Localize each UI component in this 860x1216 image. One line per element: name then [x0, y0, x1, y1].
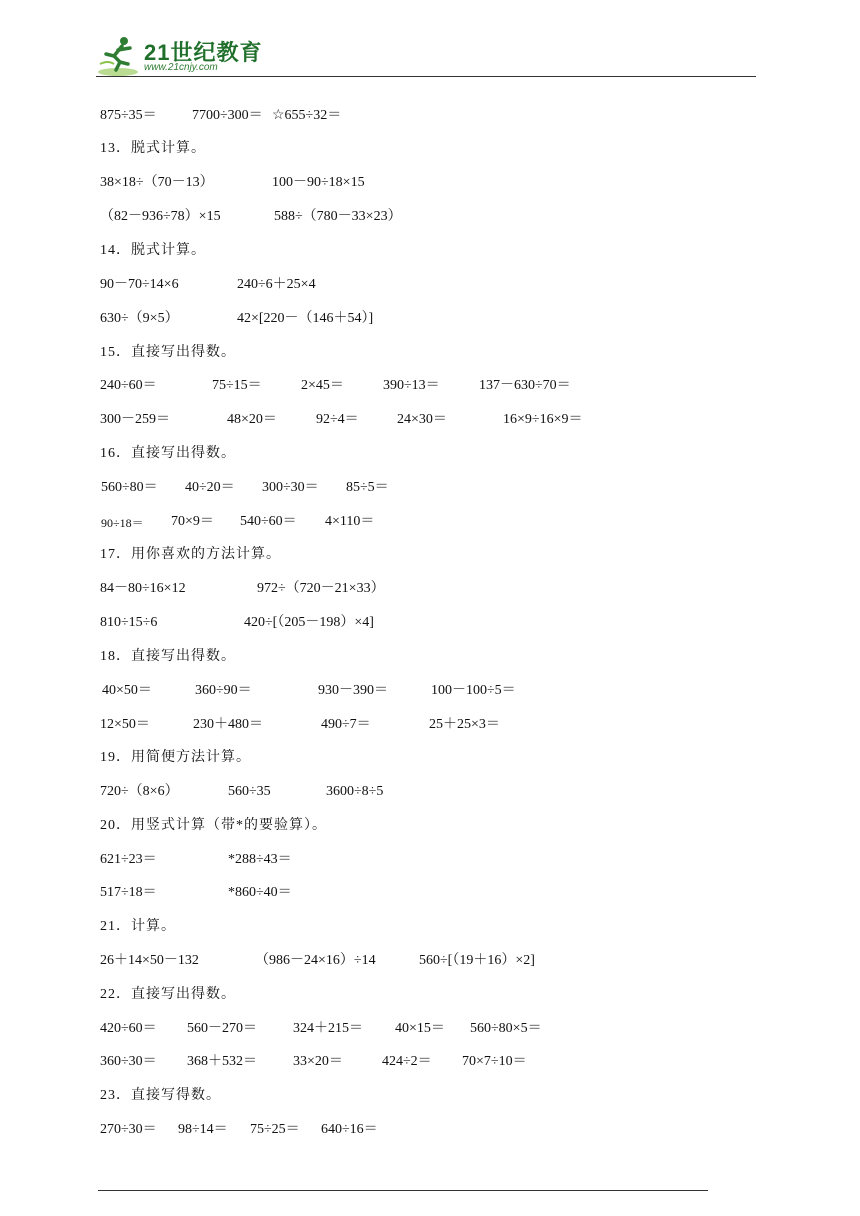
question-heading: 20．用竖式计算（带*的要验算）。 — [100, 818, 327, 833]
expression: 240÷60＝ — [100, 378, 157, 393]
expression: ☆655÷32＝ — [272, 108, 342, 123]
expression: 70×9＝ — [171, 514, 214, 529]
question-heading: 22．直接写出得数。 — [100, 987, 236, 1002]
expression: 621÷23＝ — [100, 852, 157, 867]
expression: 90－70÷14×6 — [100, 277, 179, 292]
expression: 560－270＝ — [187, 1021, 257, 1036]
expression: 75÷15＝ — [212, 378, 262, 393]
question-heading: 15．直接写出得数。 — [100, 345, 236, 360]
expression: *288÷43＝ — [228, 852, 292, 867]
expression: 92÷4＝ — [316, 412, 359, 427]
expression: 40×15＝ — [395, 1021, 445, 1036]
question-heading: 13．脱式计算。 — [100, 141, 206, 156]
expression: 360÷30＝ — [100, 1054, 157, 1069]
question-heading: 21．计算。 — [100, 919, 176, 934]
expression: 240÷6＋25×4 — [237, 277, 316, 292]
expression: 588÷（780－33×23） — [274, 209, 402, 224]
expression: 40×50＝ — [102, 683, 152, 698]
expression: 24×30＝ — [397, 412, 447, 427]
expression: （82－936÷78）×15 — [100, 209, 221, 224]
expression: 3600÷8÷5 — [326, 784, 384, 799]
expression: 100－90÷18×15 — [272, 175, 365, 190]
expression: 368＋532＝ — [187, 1054, 257, 1069]
expression: 40÷20＝ — [185, 480, 235, 495]
expression: 300÷30＝ — [262, 480, 319, 495]
expression: 875÷35＝ — [100, 108, 157, 123]
expression: 640÷16＝ — [321, 1122, 378, 1137]
expression: 100－100÷5＝ — [431, 683, 516, 698]
expression: （986－24×16）÷14 — [255, 953, 376, 968]
footer-divider — [98, 1190, 708, 1191]
expression: 324＋215＝ — [293, 1021, 363, 1036]
expression: 270÷30＝ — [100, 1122, 157, 1137]
expression: 85÷5＝ — [346, 480, 389, 495]
expression: 360÷90＝ — [195, 683, 252, 698]
expression: 26＋14×50－132 — [100, 953, 199, 968]
expression: 7700÷300＝ — [192, 108, 263, 123]
expression: 2×45＝ — [301, 378, 344, 393]
expression: *860÷40＝ — [228, 885, 292, 900]
expression: 560÷80×5＝ — [470, 1021, 542, 1036]
expression: 98÷14＝ — [178, 1122, 228, 1137]
expression: 390÷13＝ — [383, 378, 440, 393]
expression: 720÷（8×6） — [100, 784, 179, 799]
expression: 75÷25＝ — [250, 1122, 300, 1137]
logo-url: www.21cnjy.com — [144, 62, 218, 73]
expression: 420÷60＝ — [100, 1021, 157, 1036]
expression: 424÷2＝ — [382, 1054, 432, 1069]
question-heading: 16．直接写出得数。 — [100, 446, 236, 461]
expression: 930－390＝ — [318, 683, 388, 698]
expression: 38×18÷（70－13） — [100, 175, 214, 190]
question-heading: 19．用简便方法计算。 — [100, 750, 251, 765]
expression: 517÷18＝ — [100, 885, 157, 900]
expression: 560÷35 — [228, 784, 271, 799]
expression: 972÷（720－21×33） — [257, 581, 385, 596]
question-heading: 17．用你喜欢的方法计算。 — [100, 547, 281, 562]
expression: 42×[220－（146＋54）] — [237, 311, 374, 326]
expression: 84－80÷16×12 — [100, 581, 186, 596]
expression: 230＋480＝ — [193, 717, 263, 732]
question-heading: 23．直接写得数。 — [100, 1088, 221, 1103]
question-heading: 18．直接写出得数。 — [100, 649, 236, 664]
expression: 300－259＝ — [100, 412, 170, 427]
expression: 48×20＝ — [227, 412, 277, 427]
expression: 137－630÷70＝ — [479, 378, 571, 393]
expression: 630÷（9×5） — [100, 311, 179, 326]
expression: 25＋25×3＝ — [429, 717, 500, 732]
question-heading: 14．脱式计算。 — [100, 243, 206, 258]
expression: 560÷[（19＋16）×2] — [419, 953, 535, 968]
expression: 420÷[（205－198）×4] — [244, 615, 374, 630]
expression: 810÷15÷6 — [100, 615, 158, 630]
expression: 90÷18＝ — [101, 516, 144, 530]
page-header — [0, 0, 860, 80]
logo — [96, 34, 266, 78]
expression: 16×9÷16×9＝ — [503, 412, 583, 427]
expression: 12×50＝ — [100, 717, 150, 732]
header-divider — [96, 76, 756, 77]
logo-text: 21世纪教育 — [144, 40, 263, 65]
expression: 70×7÷10＝ — [462, 1054, 527, 1069]
expression: 540÷60＝ — [240, 514, 297, 529]
expression: 33×20＝ — [293, 1054, 343, 1069]
expression: 4×110＝ — [325, 514, 375, 529]
runner-logo-icon — [96, 34, 142, 78]
expression: 490÷7＝ — [321, 717, 371, 732]
expression: 560÷80＝ — [101, 480, 158, 495]
